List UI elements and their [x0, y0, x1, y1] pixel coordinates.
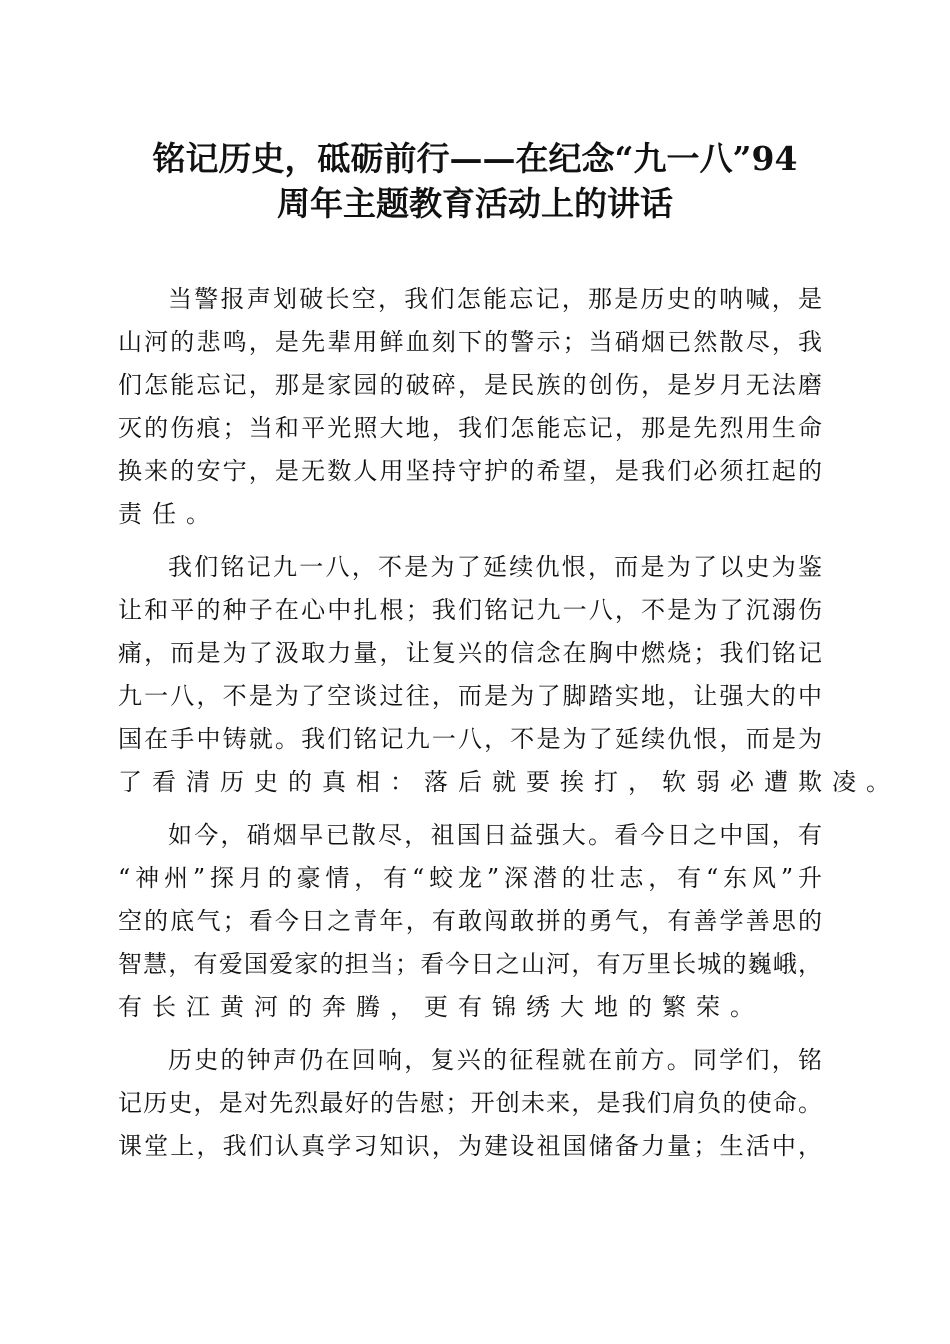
- text-line: 换来的安宁，是无数人用坚持守护的希望，是我们必须扛起的: [118, 457, 822, 485]
- text-line: 国在手中铸就。我们铭记九一八，不是为了延续仇恨，而是为: [118, 725, 822, 753]
- paragraph: [118, 814, 822, 1029]
- paragraph: [118, 1039, 822, 1168]
- text-line: 记历史，是对先烈最好的告慰；开创未来，是我们肩负的使命。: [118, 1089, 822, 1117]
- text-line: 让和平的种子在心中扎根；我们铭记九一八，不是为了沉溺伤: [118, 596, 822, 624]
- text-line: 痛，而是为了汲取力量，让复兴的信念在胸中燃烧；我们铭记: [118, 639, 822, 667]
- text-line: 课堂上，我们认真学习知识，为建设祖国储备力量；生活中，: [118, 1132, 822, 1160]
- text-line: 当警报声划破长空，我们怎能忘记，那是历史的呐喊，是: [168, 285, 822, 313]
- text-line: 有长江黄河的奔腾，更有锦绣大地的繁荣。: [118, 993, 764, 1021]
- text-line: 责任。: [118, 500, 220, 528]
- document-body: [118, 278, 900, 1178]
- document-title: [110, 136, 840, 226]
- text-line: 智慧，有爱国爱家的担当；看今日之山河，有万里长城的巍峨，: [118, 950, 822, 978]
- text-line: 九一八，不是为了空谈过往，而是为了脚踏实地，让强大的中: [118, 682, 822, 710]
- paragraph: [118, 546, 900, 804]
- text-line: 了看清历史的真相：落后就要挨打，软弱必遭欺凌。: [118, 768, 900, 796]
- title-line-2: 周年主题教育活动上的讲话: [277, 184, 673, 223]
- text-line: 们怎能忘记，那是家园的破碎，是民族的创伤，是岁月无法磨: [118, 371, 822, 399]
- text-line: 山河的悲鸣，是先辈用鲜血刻下的警示；当硝烟已然散尽，我: [118, 328, 822, 356]
- text-line: “神州”探月的豪情，有“蛟龙”深潜的壮志，有“东风”升: [118, 864, 822, 892]
- title-line-1: 铭记历史，砥砺前行——在纪念“九一八”94: [152, 139, 798, 178]
- text-line: 我们铭记九一八，不是为了延续仇恨，而是为了以史为鉴: [168, 553, 822, 581]
- text-line: 灭的伤痕；当和平光照大地，我们怎能忘记，那是先烈用生命: [118, 414, 822, 442]
- text-line: 如今，硝烟早已散尽，祖国日益强大。看今日之中国，有: [168, 821, 822, 849]
- text-line: 空的底气；看今日之青年，有敢闯敢拼的勇气，有善学善思的: [118, 907, 822, 935]
- text-line: 历史的钟声仍在回响，复兴的征程就在前方。同学们，铭: [168, 1046, 822, 1074]
- paragraph: [118, 278, 822, 536]
